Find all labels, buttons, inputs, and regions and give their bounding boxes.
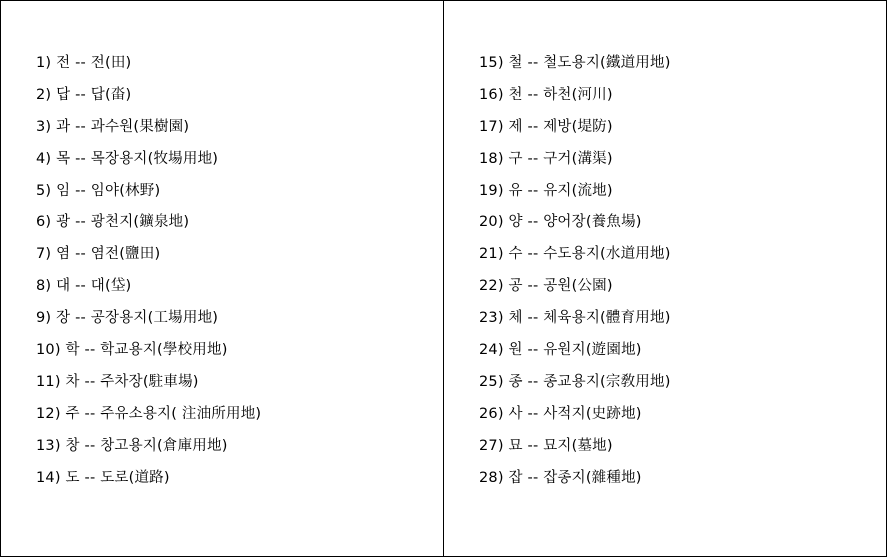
list-item: 7) 염 -- 염전(鹽田) (36, 246, 161, 263)
list-item: 19) 유 -- 유지(流地) (479, 182, 613, 199)
list-item: 3) 과 -- 과수원(果樹園) (36, 118, 190, 135)
list-item: 16) 천 -- 하천(河川) (479, 86, 613, 103)
list-item: 24) 원 -- 유원지(遊園地) (479, 342, 642, 359)
list-item: 13) 창 -- 창고용지(倉庫用地) (36, 437, 228, 454)
list-item: 15) 철 -- 철도용지(鐵道用地) (479, 55, 671, 71)
list-item: 28) 잡 -- 잡종지(雜種地) (479, 469, 642, 486)
list-item: 22) 공 -- 공원(公園) (479, 278, 613, 295)
list-item: 4) 목 -- 목장용지(牧場用地) (36, 150, 219, 167)
list-item: 8) 대 -- 대(垈) (36, 278, 132, 295)
list-item: 2) 답 -- 답(畓) (36, 86, 132, 103)
list-item: 9) 장 -- 공장용지(工場用地) (36, 310, 219, 327)
list-item: 25) 종 -- 종교용지(宗敎用地) (479, 373, 671, 390)
list-item: 11) 차 -- 주차장(駐車場) (36, 373, 199, 390)
list-item: 20) 양 -- 양어장(養魚場) (479, 214, 642, 231)
list-item: 10) 학 -- 학교용지(學校用地) (36, 342, 228, 359)
list-item: 18) 구 -- 구거(溝渠) (479, 150, 613, 167)
list-item: 5) 임 -- 임야(林野) (36, 182, 161, 199)
list-item: 23) 체 -- 체육용지(體育用地) (479, 310, 671, 327)
left-column (1, 1, 444, 556)
list-item: 14) 도 -- 도로(道路) (36, 469, 170, 486)
list-item: 21) 수 -- 수도용지(水道用地) (479, 246, 671, 263)
list-item: 12) 주 -- 주유소용지( 注油所用地) (36, 405, 262, 422)
list-item: 17) 제 -- 제방(堤防) (479, 118, 613, 135)
list-item: 1) 전 -- 전(田) (36, 55, 132, 71)
list-item: 26) 사 -- 사적지(史跡地) (479, 405, 642, 422)
list-item: 6) 광 -- 광천지(鑛泉地) (36, 214, 190, 231)
right-column (444, 1, 886, 556)
list-item: 27) 묘 -- 묘지(墓地) (479, 437, 613, 454)
